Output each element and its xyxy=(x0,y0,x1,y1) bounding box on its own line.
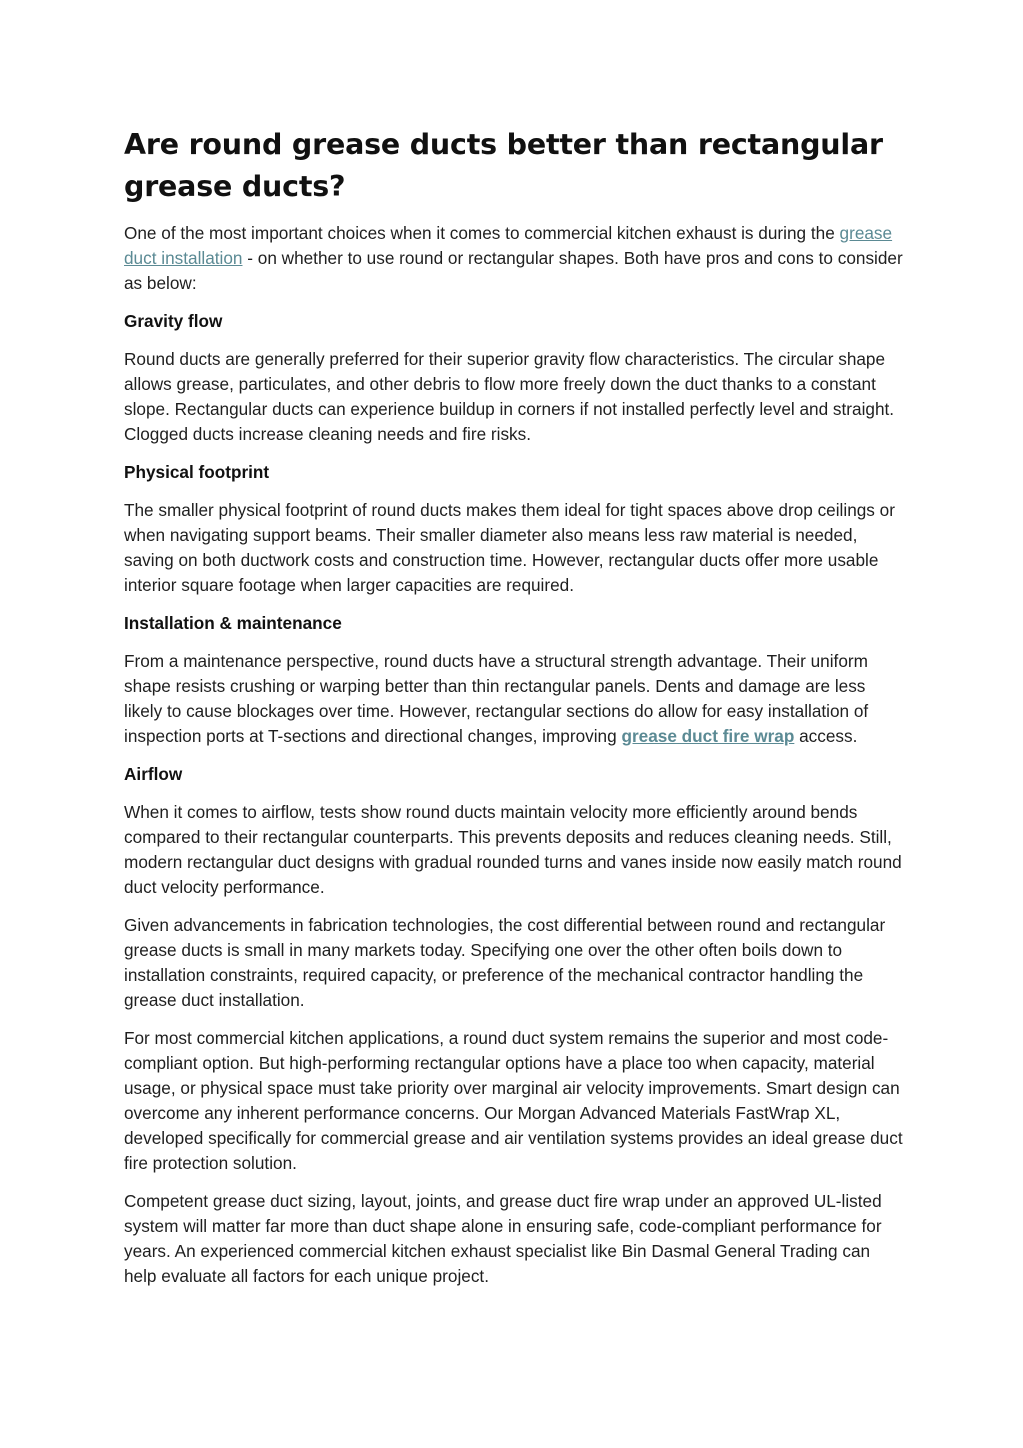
section-body-physical-footprint: The smaller physical footprint of round ducts makes them ideal for tight spaces above drop ceilings or when navigating support beams. Their smaller diameter also means less raw material is needed, saving on both ductwork costs and construction time. However, rectangular ducts offer more usable interior square footage when larger capacities are required. xyxy=(124,500,895,595)
intro-text-after: - on whether to use round or rectangular shapes. Both have pros and cons to consider as below: xyxy=(124,248,903,293)
grease-duct-fire-wrap-link[interactable]: grease duct fire wrap xyxy=(621,726,795,746)
section-heading-airflow: Airflow xyxy=(124,764,183,784)
grease-duct-installation-link[interactable]: grease duct installation xyxy=(124,223,893,268)
closing-paragraph-summary: Competent grease duct sizing, layout, joints, and grease duct fire wrap under an approved UL-listed system will matter far more than duct shape alone in ensuring safe, code-compliant performance for years. An experienced commercial kitchen exhaust specialist like Bin Dasmal General Trading can help evaluate all factors for each unique project. xyxy=(124,1191,882,1286)
section-body-gravity-flow: Round ducts are generally preferred for their superior gravity flow characteristics. The circular shape allows grease, particulates, and other debris to flow more freely down the duct thanks to a constant slope. Rectangular ducts can experience buildup in corners if not installed perfectly level and straight. Clogged ducts increase cleaning needs and fire risks. xyxy=(124,349,895,444)
installation-text-before: From a maintenance perspective, round ducts have a structural strength advantage. Their uniform shape resists crushing or warping better than thin rectangular panels. Dents and damage are less likely to cause blockages over time. However, rectangular sections do allow for easy installation of inspection ports at T-sections and directional changes, improving xyxy=(124,651,869,746)
intro-text-before: One of the most important choices when it comes to commercial kitchen exhaust is during the xyxy=(124,223,840,243)
section-body-installation-maintenance xyxy=(124,649,904,749)
intro-paragraph xyxy=(124,221,904,296)
section-heading-installation-maintenance: Installation & maintenance xyxy=(124,613,342,633)
document-page xyxy=(124,124,904,1302)
section-body-airflow: When it comes to airflow, tests show round ducts maintain velocity more efficiently around bends compared to their rectangular counterparts. This prevents deposits and reduces cleaning needs. Still, modern rectangular duct designs with gradual rounded turns and vanes inside now easily match round duct velocity performance. xyxy=(124,802,902,897)
section-heading-physical-footprint: Physical footprint xyxy=(124,462,270,482)
article-title: Are round grease ducts better than rectangular grease ducts? xyxy=(124,128,883,203)
closing-paragraph-recommendation: For most commercial kitchen applications, a round duct system remains the superior and most code-compliant option. But high-performing rectangular options have a place too when capacity, material usage, or physical space must take priority over marginal air velocity improvements. Smart design can overcome any inherent performance concerns. Our Morgan Advanced Materials FastWrap XL, developed specifically for commercial grease and air ventilation systems provides an ideal grease duct fire protection solution. xyxy=(124,1028,903,1173)
section-heading-gravity-flow: Gravity flow xyxy=(124,311,223,331)
closing-paragraph-cost: Given advancements in fabrication technologies, the cost differential between round and rectangular grease ducts is small in many markets today. Specifying one over the other often boils down to installation constraints, required capacity, or preference of the mechanical contractor handling the grease duct installation. xyxy=(124,915,886,1010)
installation-text-after: access. xyxy=(794,726,858,746)
